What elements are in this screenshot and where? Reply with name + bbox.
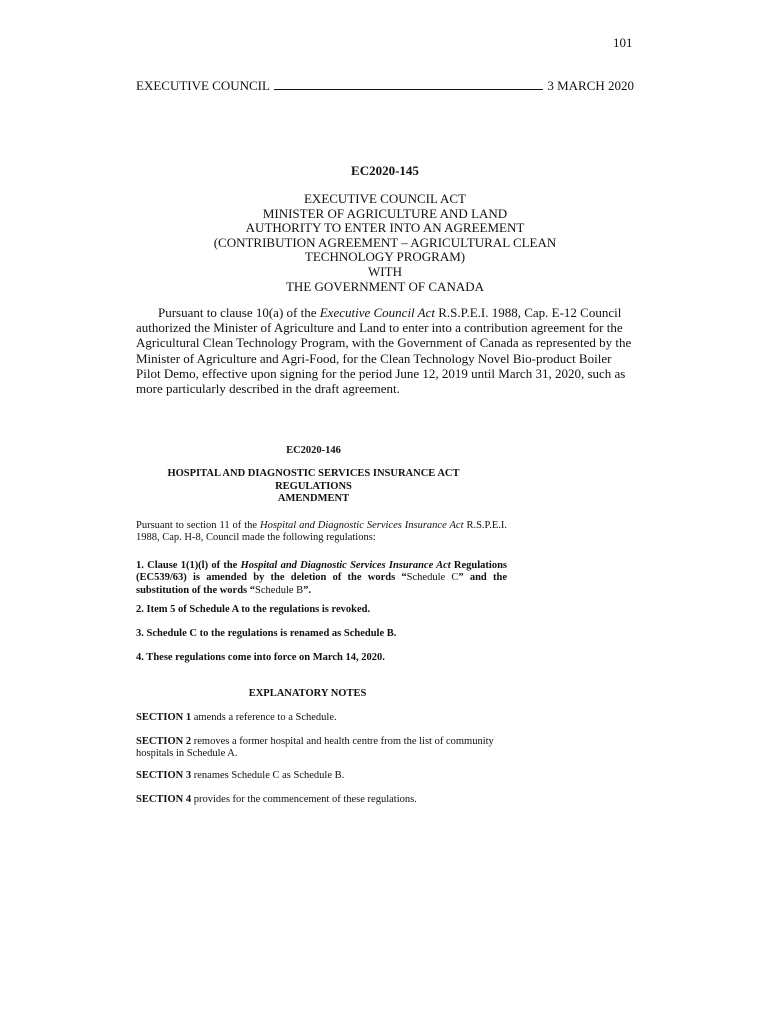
order-title-line: (CONTRIBUTION AGREEMENT – AGRICULTURAL CLEAN: [213, 234, 557, 250]
regulation-clause-1: [136, 560, 507, 597]
order-title-line: HOSPITAL AND DIAGNOSTIC SERVICES INSURANCE ACT: [167, 468, 460, 479]
clause-text: ” and the substitution of the words “: [136, 572, 507, 596]
act-name: Hospital and Diagnostic Services Insurance Act: [240, 560, 451, 571]
act-name: Hospital and Diagnostic Services Insurance Act: [260, 520, 464, 531]
page-number: 101: [613, 35, 633, 50]
regulation-intro: [136, 520, 507, 545]
explanatory-note: [136, 770, 507, 782]
order-title-146: [136, 468, 491, 506]
order-title-line: WITH: [368, 263, 402, 279]
body-text: R.S.P.E.I. 1988, Cap. E-12 Council authorized the Minister of Agriculture and Land to enter into a contribution agreement for the Agricultural Clean Technology Program, with the Government of Canada as represented by the Minister of Agriculture and Agri-Food, for the Clean Technology Novel Bio-product Boiler Pilot Demo, effective upon signing for the period June 12, 2019 until March 31, 2020, such as more particularly described in the draft agreement.: [136, 305, 632, 397]
order-title-line: AMENDMENT: [277, 493, 350, 505]
clause-text: ”.: [303, 584, 312, 596]
note-text: amends a reference to a Schedule.: [191, 712, 337, 723]
regulation-clause-4: 4. These regulations come into force on March 14, 2020.: [136, 652, 385, 663]
order-title-line: MINISTER OF AGRICULTURE AND LAND: [262, 205, 508, 221]
header-rule: [274, 79, 543, 90]
order-number-146: EC2020-146: [286, 445, 341, 456]
order-title-line: AUTHORITY TO ENTER INTO AN AGREEMENT: [245, 220, 525, 236]
note-label: SECTION 3: [136, 770, 192, 781]
gazette-header: [136, 78, 634, 94]
quoted-term: Schedule C: [406, 572, 459, 584]
note-text: removes a former hospital and health centre from the list of community hospitals in Schedule A.: [136, 736, 494, 760]
quoted-term: Schedule B: [255, 584, 304, 596]
order-body-145: [136, 305, 636, 396]
header-date: 3 MARCH 2020: [547, 78, 634, 93]
explanatory-notes-title: EXPLANATORY NOTES: [248, 688, 367, 699]
order-title-145: [136, 192, 634, 294]
explanatory-note: [136, 712, 507, 724]
body-text: R.S.P.E.I. 1988, Cap. H-8, Council made the following regulations:: [136, 520, 507, 544]
regulation-clause-3: 3. Schedule C to the regulations is renamed as Schedule B.: [136, 628, 397, 639]
note-text: provides for the commencement of these regulations.: [191, 794, 417, 805]
clause-text: Regulations (EC539/63) is amended by the deletion of the words “: [136, 560, 508, 584]
note-label: SECTION 2: [136, 736, 192, 747]
body-text: Pursuant to section 11 of the: [136, 520, 260, 531]
note-text: renames Schedule C as Schedule B.: [191, 770, 345, 781]
order-title-line: EXECUTIVE COUNCIL ACT: [303, 191, 466, 206]
header-publication: EXECUTIVE COUNCIL: [136, 78, 270, 93]
body-text: Pursuant to clause 10(a) of the: [158, 305, 320, 320]
note-label: SECTION 4: [136, 794, 192, 805]
order-number-145: EC2020-145: [351, 163, 419, 178]
explanatory-note: [136, 736, 507, 761]
order-title-line: REGULATIONS: [275, 480, 352, 492]
regulation-clause-2: 2. Item 5 of Schedule A to the regulations is revoked.: [136, 604, 371, 615]
order-title-line: THE GOVERNMENT OF CANADA: [285, 278, 484, 294]
clause-text: 1. Clause 1(1)(l) of the: [136, 560, 241, 571]
note-label: SECTION 1: [136, 712, 192, 723]
act-name: Executive Council Act: [319, 305, 436, 320]
explanatory-note: [136, 794, 507, 806]
order-title-line: TECHNOLOGY PROGRAM): [304, 249, 466, 265]
